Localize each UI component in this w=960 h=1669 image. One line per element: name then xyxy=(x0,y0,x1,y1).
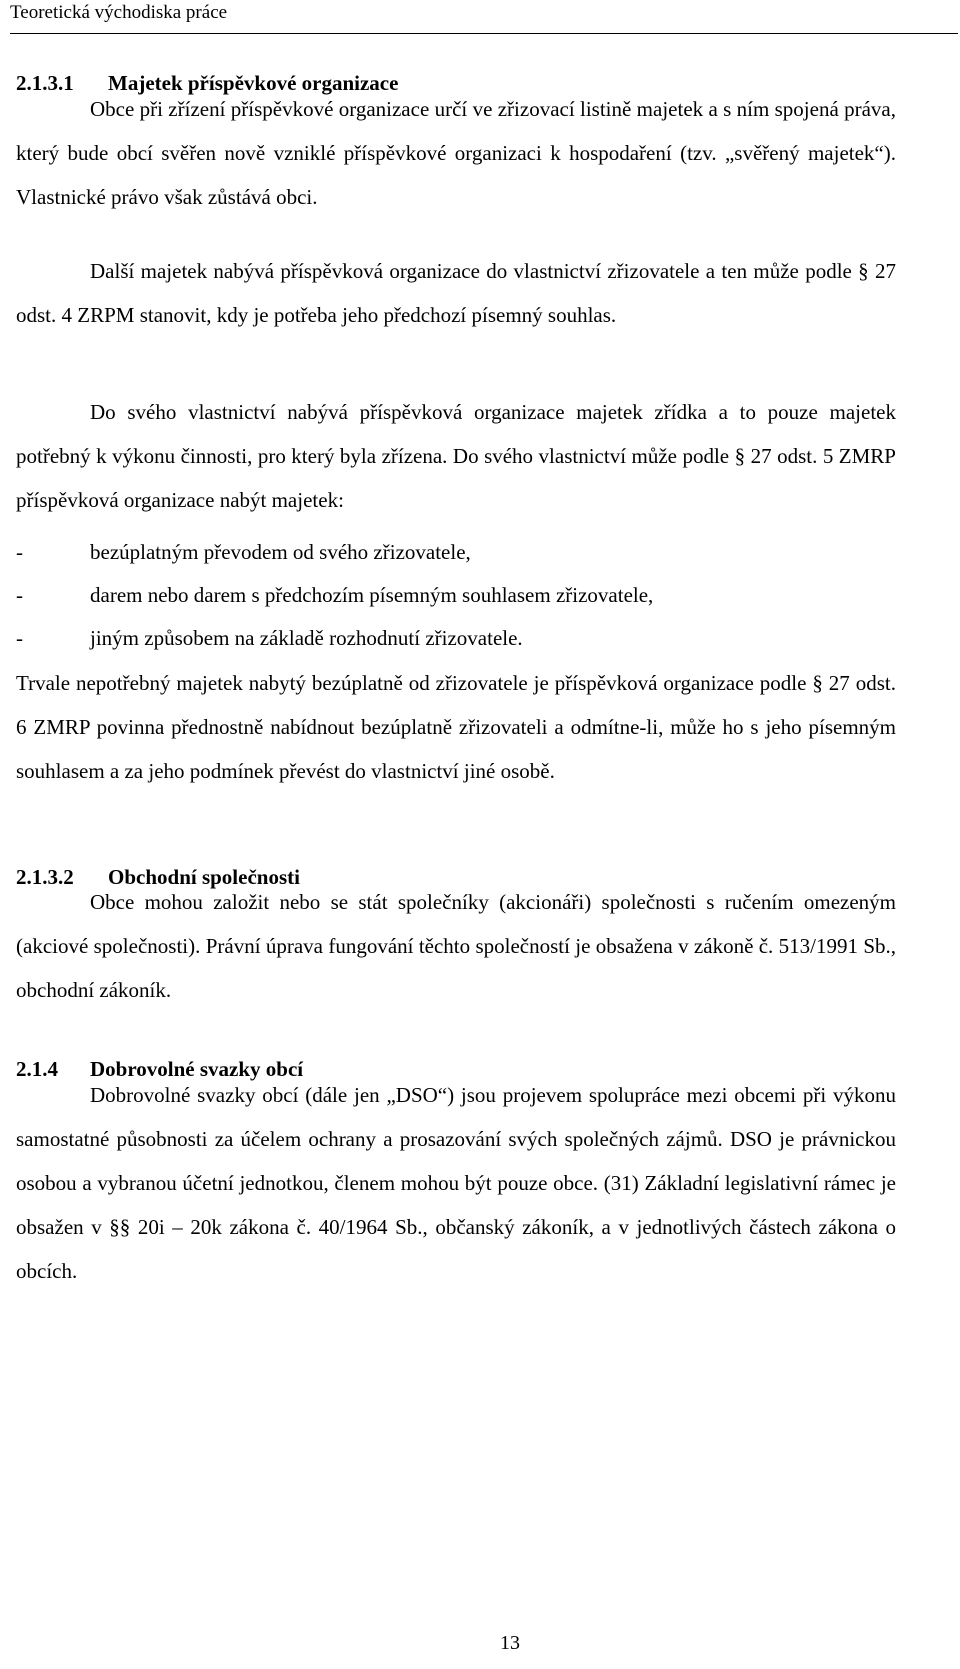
list-dash: - xyxy=(16,626,23,650)
list-item-text: jiným způsobem na základě rozhodnutí zřizovatele. xyxy=(90,626,523,650)
page-number: 13 xyxy=(500,1632,520,1654)
list-item-text: bezúplatným převodem od svého zřizovatele, xyxy=(90,540,471,564)
paragraph xyxy=(16,87,896,219)
running-header xyxy=(10,2,958,34)
paragraph-text: Do svého vlastnictví nabývá příspěvková organizace majetek zřídka a to pouze majetek potřebný k výkonu činnosti, pro který byla zřízena. Do svého vlastnictví může podle § 27 odst. 5 ZMRP příspěvková organizace nabýt majetek: xyxy=(16,400,896,512)
paragraph xyxy=(16,880,896,1012)
paragraph-text: Trvale nepotřebný majetek nabytý bezúplatně od zřizovatele je příspěvková organizace podle § 27 odst. 6 ZMRP povinna přednostně nabídnout bezúplatně zřizovateli a odmítne-li, může ho s jeho písemným souhlasem a za jeho podmínek převést do vlastnictví jiné osobě. xyxy=(16,671,896,783)
section-title: Dobrovolné svazky obcí xyxy=(90,1057,304,1081)
list-dash: - xyxy=(16,583,23,607)
list-dash: - xyxy=(16,540,23,564)
paragraph xyxy=(16,249,896,337)
section-number: 2.1.3.1 xyxy=(16,71,74,95)
section-number: 2.1.3.2 xyxy=(16,865,74,889)
paragraph-text: Obce mohou založit nebo se stát společníky (akcionáři) společnosti s ručením omezeným (akciové společnosti). Právní úprava fungování těchto společností je obsažena v zákoně č. 513/1991 Sb., obchodní zákoník. xyxy=(16,890,896,1002)
list-item-text: darem nebo darem s předchozím písemným souhlasem zřizovatele, xyxy=(90,583,654,607)
section-title: Majetek příspěvkové organizace xyxy=(108,71,399,95)
paragraph xyxy=(16,390,896,522)
header-title: Teoretická východiska práce xyxy=(10,2,228,23)
paragraph-text: Další majetek nabývá příspěvková organizace do vlastnictví zřizovatele a ten může podle § 27 odst. 4 ZRPM stanovit, kdy je potřeba jeho předchozí písemný souhlas. xyxy=(16,259,896,327)
acquisition-list xyxy=(16,531,896,660)
paragraph xyxy=(16,1073,896,1293)
paragraph-text: Dobrovolné svazky obcí (dále jen „DSO“) jsou projevem spolupráce mezi obcemi při výkonu samostatné působnosti za účelem ochrany a prosazování svých společných zájmů. DSO je právnickou osobou a vybranou účetní jednotkou, členem mohou být pouze obce. (31) Základní legislativní rámec je obsažen v §§ 20i – 20k zákona č. 40/1964 Sb., občanský zákoník, a v jednotlivých částech zákona o obcích. xyxy=(16,1083,896,1283)
list-item xyxy=(16,617,896,660)
section-title: Obchodní společnosti xyxy=(108,865,300,889)
list-item xyxy=(16,574,896,617)
section-number: 2.1.4 xyxy=(16,1057,58,1081)
list-item xyxy=(16,531,896,574)
paragraph-text: Obce při zřízení příspěvkové organizace určí ve zřizovací listině majetek a s ním spojená práva, který bude obcí svěřen nově vzniklé příspěvkové organizaci k hospodaření (tzv. „svěřený majetek“). Vlastnické právo však zůstává obci. xyxy=(16,97,896,209)
paragraph xyxy=(16,661,896,793)
